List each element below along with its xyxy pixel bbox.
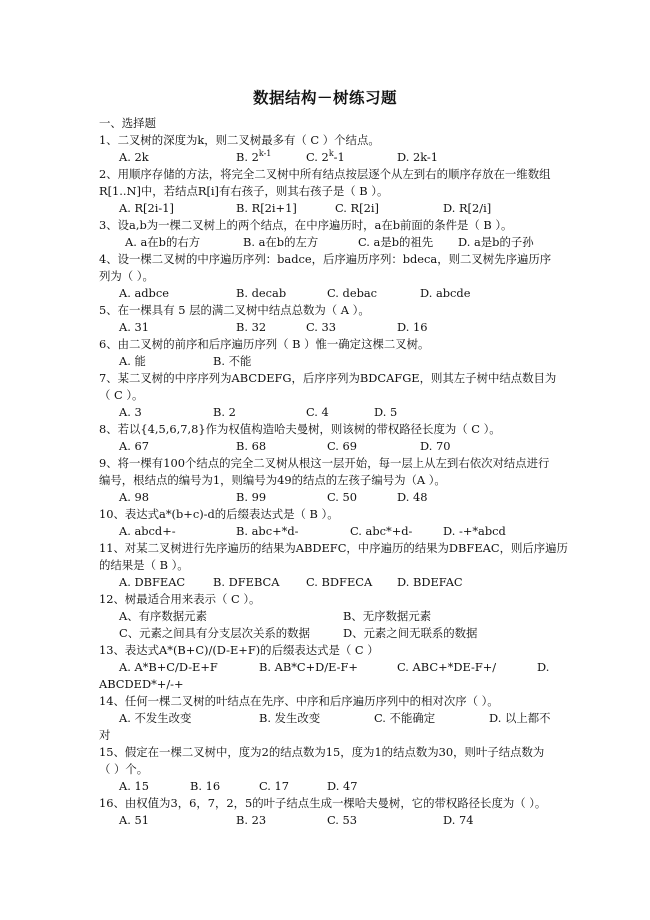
option-b: B. 99 [236, 490, 267, 504]
option-d: D. 2k-1 [397, 150, 439, 164]
option-a: A. 3 [119, 405, 142, 419]
question-4-line-2: 列为（ ）。 [99, 269, 154, 283]
question-10-stem: 10、表达式a*(b+c)-d的后缀表达式是（ B ）。 [99, 507, 339, 521]
question-14-option-d-tail: 对 [99, 728, 111, 742]
question-13-option-d-value: ABCDED*+/-+ [99, 677, 184, 691]
question-1-stem-pre: 1、二叉树的深度为k，则二叉树最多有（ [99, 133, 307, 147]
option-c: C. 53 [327, 813, 358, 827]
option-d: D. abcde [420, 286, 471, 300]
option-a: A、有序数据元素 [119, 609, 207, 623]
option-b: B. 2 [213, 405, 236, 419]
question-2-line-1: 2、用顺序存储的方法，将完全二叉树中所有结点按层逐个从左到右的顺序存放在一维数组 [99, 167, 551, 181]
option-b-exponent: k-1 [258, 149, 272, 158]
question-12-stem: 12、树最适合用来表示（ C ）。 [99, 592, 261, 606]
option-a: A. 51 [119, 813, 149, 827]
option-c: C. 不能确定 [374, 711, 436, 725]
section-heading: 一、选择题 [99, 116, 156, 130]
option-c: C. 33 [306, 320, 337, 334]
option-a: A. 不发生改变 [119, 711, 192, 725]
option-a: A. A*B+C/D-E+F [119, 660, 218, 674]
question-11-line-1: 11、对某二叉树进行先序遍历的结果为ABDEFC，中序遍历的结果为DBFEAC，则后序遍历 [99, 541, 568, 555]
option-c [306, 149, 345, 166]
question-5-stem: 5、在一棵具有 5 层的满二叉树中结点总数为（ A ）。 [99, 303, 370, 317]
option-a: A. adbce [119, 286, 169, 300]
option-c: C. 4 [306, 405, 329, 419]
option-b: B. abc+*d- [236, 524, 299, 538]
option-c: C. 69 [327, 439, 358, 453]
option-a: A. DBFEAC [119, 575, 186, 589]
option-c: C. debac [327, 286, 378, 300]
option-b: B. 发生改变 [259, 711, 321, 725]
option-d: D. 70 [420, 439, 451, 453]
option-b: B. 68 [236, 439, 267, 453]
option-d: D、元素之间无联系的数据 [343, 626, 478, 640]
option-b: B. R[2i+1] [236, 201, 297, 215]
option-b: B. 23 [236, 813, 267, 827]
option-c: C. abc*+d- [350, 524, 413, 538]
question-16-stem: 16、由权值为3，6，7，2，5的叶子结点生成一棵哈夫曼树，它的带权路径长度为（ ）。 [99, 796, 547, 810]
option-b: B. decab [236, 286, 287, 300]
option-a: A. 31 [119, 320, 149, 334]
question-7-line-1: 7、某二叉树的中序序列为ABCDEFG，后序序列为BDCAFGE，则其左子树中结点数目为 [99, 371, 557, 385]
option-d: D. 74 [443, 813, 474, 827]
question-9-line-1: 9、将一棵有100个结点的完全二叉树从根这一层开始，每一层上从左到右依次对结点进行 [99, 456, 550, 470]
question-1-stem [99, 132, 380, 149]
question-15-line-1: 15、假定在一棵二叉树中，度为2的结点数为15，度为1的结点数为30，则叶子结点数为 [99, 745, 545, 759]
option-d: D. 48 [397, 490, 428, 504]
question-3-stem: 3、设a,b为一棵二叉树上的两个结点，在中序遍历时，a在b前面的条件是（ B ）。 [99, 218, 513, 232]
question-8-stem: 8、若以{4,5,6,7,8}作为权值构造哈夫曼树，则该树的带权路径长度为（ C ）。 [99, 422, 501, 436]
option-c: C. 50 [327, 490, 358, 504]
option-d: D. 5 [374, 405, 398, 419]
question-15-line-2: （ ）个。 [99, 762, 149, 776]
option-b: B. 32 [236, 320, 267, 334]
option-a: A. a在b的右方 [125, 235, 201, 249]
question-1-answer: C [310, 133, 320, 147]
option-d: D. 以上都不 [489, 711, 551, 725]
option-b: B. 不能 [213, 354, 252, 368]
option-c: C. 17 [259, 779, 290, 793]
option-b-base: B. 2 [236, 150, 259, 164]
question-6-stem: 6、由二叉树的前序和后序遍历序列（ B ）惟一确定这棵二叉树。 [99, 337, 430, 351]
option-b: B、无序数据元素 [343, 609, 432, 623]
option-c: C. R[2i] [335, 201, 379, 215]
option-a: A. 15 [119, 779, 149, 793]
page-title: 数据结构－树练习题 [252, 89, 397, 107]
option-a: A. abcd+- [119, 524, 176, 538]
question-9-line-2: 编号，根结点的编号为1，则编号为49的结点的左孩子编号为（A ）。 [99, 473, 446, 487]
option-d: D. BDEFAC [397, 575, 463, 589]
question-7-line-2: （ C ）。 [99, 388, 144, 402]
question-14-stem: 14、任何一棵二叉树的叶结点在先序、中序和后序遍历序列中的相对次序（ ）。 [99, 694, 499, 708]
option-d: D. -+*abcd [443, 524, 506, 538]
question-2-line-2: R[1..N]中，若结点R[i]有右孩子，则其右孩子是（ B ）。 [99, 184, 389, 198]
option-d: D. 47 [327, 779, 358, 793]
question-11-line-2: 的结果是（ B ）。 [99, 558, 189, 572]
option-b: B. a在b的左方 [243, 235, 319, 249]
question-13-stem: 13、表达式A*(B+C)/(D-E+F)的后缀表达式是（ C ） [99, 643, 379, 657]
option-c: C、元素之间具有分支层次关系的数据 [119, 626, 310, 640]
option-b [236, 149, 271, 166]
option-d: D. 16 [397, 320, 428, 334]
option-c: C. a是b的祖先 [358, 235, 434, 249]
option-d-label: D. [537, 660, 550, 674]
option-a: A. 67 [119, 439, 149, 453]
option-c: C. ABC+*DE-F+/ [397, 660, 497, 674]
option-a: A. R[2i-1] [119, 201, 174, 215]
option-c-exponent: k [328, 149, 334, 158]
option-b: B. AB*C+D/E-F+ [259, 660, 358, 674]
question-1-stem-post: ）个结点。 [322, 133, 380, 147]
option-c-tail: -1 [333, 150, 345, 164]
option-a: A. 能 [119, 354, 146, 368]
option-c: C. BDFECA [306, 575, 373, 589]
option-a: A. 98 [119, 490, 149, 504]
option-d: D. R[2/i] [443, 201, 492, 215]
option-b: B. 16 [190, 779, 221, 793]
option-b: B. DFEBCA [213, 575, 280, 589]
question-4-line-1: 4、设一棵二叉树的中序遍历序列：badce，后序遍历序列：bdeca，则二叉树先序遍历序 [99, 252, 552, 266]
option-c-base: C. 2 [306, 150, 329, 164]
option-a: A. 2k [119, 150, 149, 164]
option-d: D. a是b的子孙 [458, 235, 534, 249]
